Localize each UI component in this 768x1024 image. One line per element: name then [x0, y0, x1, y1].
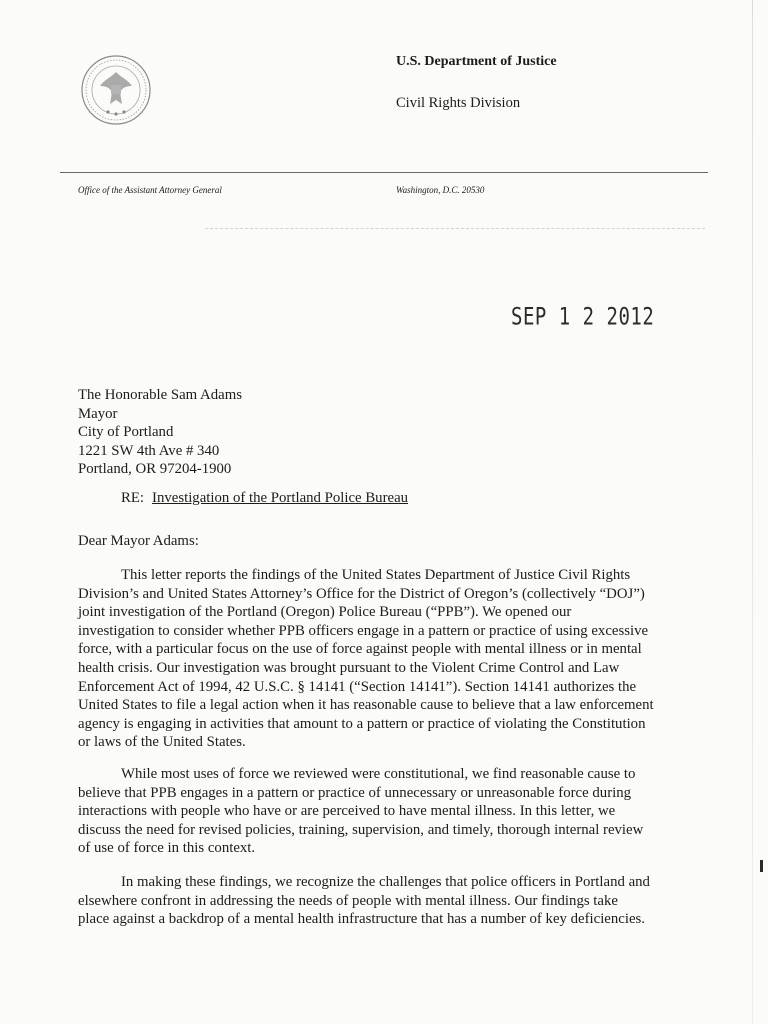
recipient-organization: City of Portland: [78, 424, 174, 440]
paragraph-line: place against a backdrop of a mental health infrastructure that has a number of key deficiencies.: [78, 911, 645, 928]
re-line: [121, 490, 408, 507]
scan-edge: [752, 0, 753, 1024]
paragraph-line: or laws of the United States.: [78, 734, 246, 751]
paragraph-line: force, with a particular focus on the use of force against people with mental illness or in mental: [78, 641, 642, 658]
division-name: Civil Rights Division: [396, 95, 521, 111]
paragraph-2: [78, 765, 668, 858]
recipient-name: The Honorable Sam Adams: [78, 387, 242, 403]
paragraph-1: [78, 566, 668, 752]
paragraph-line: believe that PPB engages in a pattern or practice of unnecessary or unreasonable force during: [78, 784, 632, 801]
margin-mark: [760, 860, 763, 872]
paragraph-line: Enforcement Act of 1994, 42 U.S.C. § 14141 (“Section 14141”). Section 14141 authorizes the: [78, 678, 637, 695]
paragraph-line: Division’s and United States Attorney’s Office for the District of Oregon’s (collectively “DOJ”): [78, 585, 645, 602]
paragraph-line: joint investigation of the Portland (Oregon) Police Bureau (“PPB”). We opened our: [78, 604, 572, 621]
salutation: Dear Mayor Adams:: [78, 533, 199, 549]
paragraph-line: United States to file a legal action when it has reasonable cause to believe that a law enforcement: [78, 697, 654, 714]
paragraph-line: investigation to consider whether PPB officers engage in a pattern or practice of using excessive: [78, 622, 649, 639]
paragraph-line: While most uses of force we reviewed were constitutional, we find reasonable cause to: [121, 766, 636, 782]
office-name: Office of the Assistant Attorney General: [78, 185, 222, 195]
paragraph-line: discuss the need for revised policies, training, supervision, and timely, thorough internal review: [78, 821, 644, 838]
recipient-city: Portland, OR 97204-1900: [78, 461, 232, 477]
paragraph-line: interactions with people who have or are perceived to have mental illness. In this letter, we: [78, 803, 616, 820]
recipient-street: 1221 SW 4th Ave # 340: [78, 442, 220, 459]
paragraph-line: agency is engaging in activities that amount to a pattern or practice of violating the Constitution: [78, 715, 646, 732]
date-stamp: SEP 1 2 2012: [511, 303, 655, 331]
doj-seal-icon: [80, 52, 152, 130]
office-city: Washington, D.C. 20530: [396, 185, 485, 195]
paragraph-line: This letter reports the findings of the United States Department of Justice Civil Rights: [121, 567, 631, 583]
re-prefix: RE:: [121, 490, 145, 506]
header-divider: [60, 172, 708, 173]
paragraph-line: In making these findings, we recognize the challenges that police officers in Portland and: [121, 874, 650, 890]
recipient-title: Mayor: [78, 405, 118, 422]
re-subject: Investigation of the Portland Police Bureau: [152, 490, 409, 506]
paragraph-line: elsewhere confront in addressing the needs of people with mental illness. Our findings take: [78, 892, 618, 909]
scan-artifact: [205, 228, 705, 230]
paragraph-line: of use of force in this context.: [78, 840, 256, 857]
paragraph-3: [78, 873, 668, 929]
paragraph-line: health crisis. Our investigation was brought pursuant to the Violent Crime Control and Law: [78, 659, 620, 676]
department-name: U.S. Department of Justice: [396, 54, 557, 69]
